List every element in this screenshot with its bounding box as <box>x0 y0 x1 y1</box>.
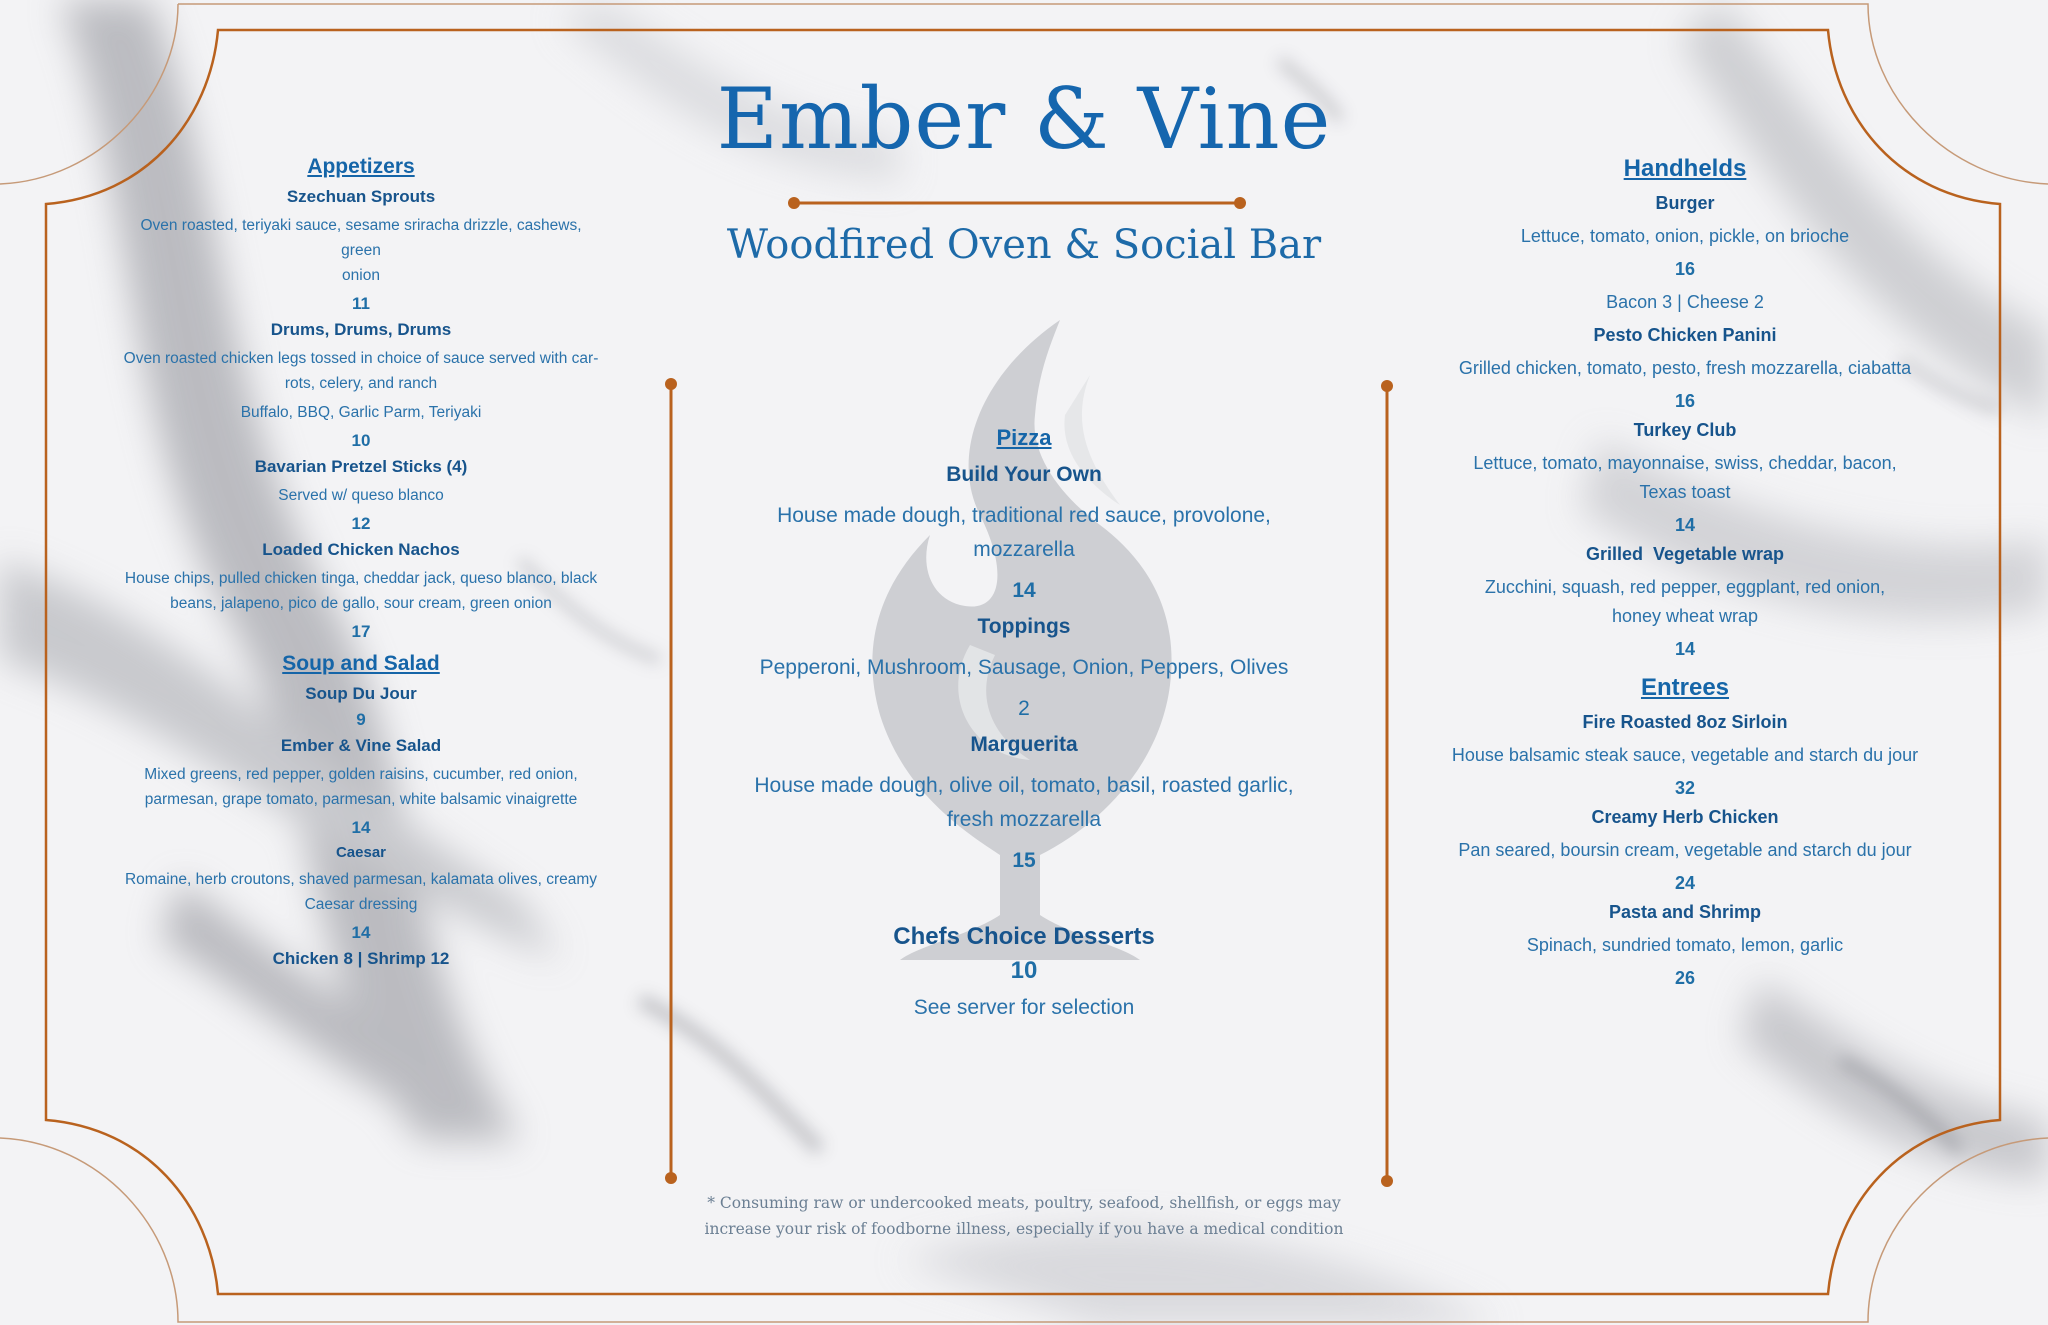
menu-item-desc: Pepperoni, Mushroom, Sausage, Onion, Peppers, Olives <box>759 656 1289 679</box>
menu-item-price: 32 <box>1674 778 1696 798</box>
menu-item-price: 14 <box>351 923 371 942</box>
menu-item-price: 11 <box>352 294 370 313</box>
menu-item-price: 15 <box>1012 849 1036 872</box>
menu-item-desc: Served w/ queso blanco <box>278 487 444 504</box>
menu-item-desc: Pan seared, boursin cream, vegetable and starch du jour <box>1458 840 1912 860</box>
menu-item-desc: Lettuce, tomato, mayonnaise, swiss, cheddar, bacon, Texas toast <box>1473 453 1897 502</box>
left-column <box>120 155 602 975</box>
sauce-options: Buffalo, BBQ, Garlic Parm, Teriyaki <box>240 404 482 421</box>
entrees-heading: Entrees <box>1640 674 1730 701</box>
burger-addons: Bacon 3 | Cheese 2 <box>1606 292 1764 312</box>
menu-item-name: Burger <box>1655 193 1715 213</box>
menu-item-desc: Grilled chicken, tomato, pesto, fresh mozzarella, ciabatta <box>1458 358 1912 378</box>
menu-item-name: Soup Du Jour <box>305 684 417 703</box>
menu-item-name: Loaded Chicken Nachos <box>262 540 460 559</box>
menu-item-desc: House balsamic steak sauce, vegetable and starch du jour <box>1451 745 1919 765</box>
menu-item-price: 12 <box>351 514 371 533</box>
appetizers-heading: Appetizers <box>307 155 415 178</box>
menu-item-name: Marguerita <box>970 733 1078 756</box>
menu-item-price: 14 <box>351 818 371 837</box>
menu-item-price: 14 <box>1674 515 1696 535</box>
menu-item-desc: House made dough, olive oil, tomato, basil, roasted garlic, fresh mozzarella <box>754 774 1294 831</box>
menu-item-desc: Lettuce, tomato, onion, pickle, on brioche <box>1520 226 1850 246</box>
menu-item-name: Pesto Chicken Panini <box>1593 325 1777 345</box>
menu-item-name: Caesar <box>335 844 387 861</box>
restaurant-title: Ember & Vine <box>716 70 1332 168</box>
menu-item-desc: Spinach, sundried tomato, lemon, garlic <box>1526 935 1844 955</box>
menu-item-name: Pasta and Shrimp <box>1608 902 1762 922</box>
menu-item-name: Grilled Vegetable wrap <box>1585 544 1785 564</box>
menu-item-price: 9 <box>356 710 366 729</box>
desserts-desc: See server for selection <box>913 996 1135 1019</box>
menu-item-name: Build Your Own <box>946 463 1102 486</box>
pizza-heading: Pizza <box>996 425 1052 450</box>
handhelds-heading: Handhelds <box>1623 155 1747 182</box>
menu-item-price: 2 <box>1018 697 1030 720</box>
menu-item-name: Toppings <box>977 615 1071 638</box>
menu-item-price: 26 <box>1674 968 1696 988</box>
menu-item-desc: House chips, pulled chicken tinga, cheddar jack, queso blanco, black beans, jalapeno, pico de gallo, sour cream, green onion <box>124 570 598 612</box>
right-column <box>1440 155 1930 997</box>
menu-item-price: 17 <box>351 622 371 641</box>
menu-item-desc: House made dough, traditional red sauce, provolone, mozzarella <box>777 504 1271 561</box>
menu-item-name: Drums, Drums, Drums <box>270 320 452 339</box>
menu-item-name: Turkey Club <box>1633 420 1737 440</box>
center-column <box>712 425 1336 1031</box>
menu-item-price: 16 <box>1674 391 1696 411</box>
soup-salad-heading: Soup and Salad <box>282 652 440 675</box>
menu-item-price: 24 <box>1674 873 1696 893</box>
menu-item-name: Creamy Herb Chicken <box>1591 807 1779 827</box>
menu-item-desc: Oven roasted chicken legs tossed in choice of sauce served with car- rots, celery, and ranch <box>123 350 599 392</box>
menu-item-desc: Oven roasted, teriyaki sauce, sesame sriracha drizzle, cashews, green onion <box>140 217 582 284</box>
restaurant-subtitle: Woodfired Oven & Social Bar <box>726 222 1322 268</box>
menu-item-price: 14 <box>1674 639 1696 659</box>
food-safety-disclaimer: * Consuming raw or undercooked meats, poultry, seafood, shellfish, or eggs may increase your risk of foodborne illness, especially if you have a medical condition <box>704 1194 1344 1238</box>
desserts-price: 10 <box>1010 957 1038 984</box>
menu-item-price: 14 <box>1012 579 1036 602</box>
menu-item-desc: Mixed greens, red pepper, golden raisins, cucumber, red onion, parmesan, grape tomato, parmesan, white balsamic vinaigrette <box>144 766 578 808</box>
desserts-name: Chefs Choice Desserts <box>893 923 1155 950</box>
menu-item-name: Szechuan Sprouts <box>286 187 436 206</box>
menu-item-price: 16 <box>1674 259 1696 279</box>
menu-item-name: Bavarian Pretzel Sticks (4) <box>254 457 468 476</box>
menu-item-name: Ember & Vine Salad <box>280 736 442 755</box>
menu-item-desc: Zucchini, squash, red pepper, eggplant, red onion, honey wheat wrap <box>1484 577 1886 626</box>
menu-item-price: 10 <box>351 431 371 450</box>
protein-addon: Chicken 8 | Shrimp 12 <box>272 949 450 968</box>
menu-item-name: Fire Roasted 8oz Sirloin <box>1582 712 1788 732</box>
menu-item-desc: Romaine, herb croutons, shaved parmesan, kalamata olives, creamy Caesar dressing <box>124 871 598 913</box>
